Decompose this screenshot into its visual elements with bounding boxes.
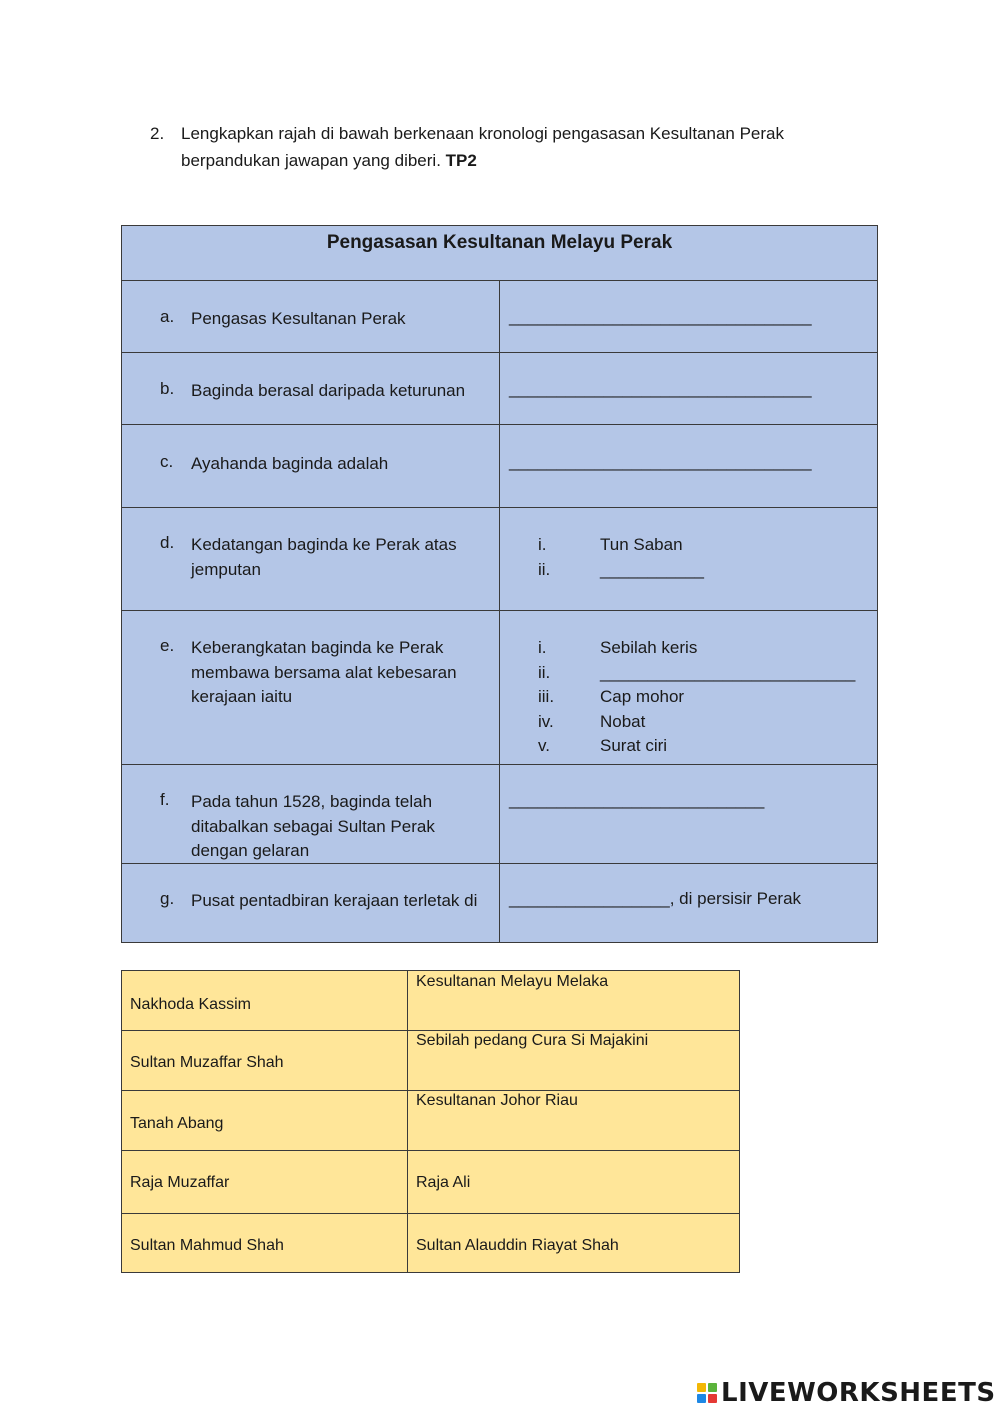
list-item[interactable]: ii. ___________ <box>538 559 705 579</box>
answer-cell[interactable] <box>500 864 878 943</box>
answer-option: Sultan Mahmud Shah <box>130 1237 284 1254</box>
answer-option: Raja Muzaffar <box>130 1174 230 1191</box>
answer-option: Sultan Muzaffar Shah <box>130 1054 284 1071</box>
answer-blank[interactable]: ________________________________ <box>509 452 812 471</box>
answer-option: Nakhoda Kassim <box>130 996 251 1013</box>
logo-mark-icon <box>697 1383 717 1403</box>
list-item: iv. Nobat <box>538 711 646 731</box>
question-number: 2. <box>150 124 165 143</box>
row-question: Keberangkatan baginda ke Perak membawa bersama alat kebesaran kerajaan iaitu <box>191 638 457 706</box>
row-letter: b. <box>160 379 175 398</box>
row-question: Ayahanda baginda adalah <box>191 454 389 473</box>
answer-option: Tanah Abang <box>130 1115 224 1132</box>
answer-option: Kesultanan Melayu Melaka <box>416 973 609 990</box>
answer-cell[interactable] <box>500 425 878 508</box>
answer-option: Sebilah pedang Cura Si Majakini <box>416 1032 649 1049</box>
row-letter: a. <box>160 307 175 326</box>
list-item: i. Tun Saban <box>538 535 683 554</box>
answer-blank[interactable]: ________________________________ <box>509 307 812 326</box>
list-item: iii. Cap mohor <box>538 687 685 706</box>
row-question: Pusat pentadbiran kerajaan terletak di <box>191 891 478 910</box>
answer-blank[interactable]: _________________, di persisir Perak <box>509 889 802 908</box>
list-item: i. Sebilah keris <box>538 638 698 657</box>
answer-option: Sultan Alauddin Riayat Shah <box>416 1237 619 1254</box>
row-letter: d. <box>160 533 175 552</box>
chronology-table <box>121 225 878 943</box>
table-row <box>122 425 878 508</box>
table-row <box>122 864 878 943</box>
row-letter: f. <box>160 790 170 809</box>
row-letter: c. <box>160 452 174 471</box>
answer-blank: ___________________________ <box>600 662 856 682</box>
row-question: Pada tahun 1528, baginda telah ditabalkan sebagai Sultan Perak dengan gelaran <box>191 792 435 860</box>
row-question: Pengasas Kesultanan Perak <box>191 309 406 328</box>
row-letter: g. <box>160 889 175 908</box>
table-row <box>122 1091 740 1151</box>
table-row <box>122 1151 740 1214</box>
question-text <box>181 120 861 174</box>
question-body: Lengkapkan rajah di bawah berkenaan kronologi pengasasan Kesultanan Perak berpandukan jawapan yang diberi. <box>181 124 784 170</box>
sub-list <box>538 636 868 759</box>
table-row <box>122 508 878 611</box>
list-item[interactable]: ii. ___________________________ <box>538 662 856 682</box>
row-question: Baginda berasal daripada keturunan <box>191 381 466 400</box>
answer-option: Kesultanan Johor Riau <box>416 1092 578 1109</box>
row-question: Kedatangan baginda ke Perak atas jemputan <box>191 535 457 579</box>
logo-text: LIVEWORKSHEETS <box>721 1378 996 1408</box>
liveworksheets-logo <box>697 1376 996 1410</box>
list-item: v. Surat ciri <box>538 736 668 755</box>
table-title: Pengasasan Kesultanan Melayu Perak <box>122 226 878 281</box>
answer-cell[interactable] <box>500 353 878 425</box>
answer-bank-table <box>121 970 740 1273</box>
table-row <box>122 611 878 765</box>
table-row <box>122 765 878 864</box>
row-letter: e. <box>160 636 175 655</box>
answer-cell[interactable] <box>500 765 878 864</box>
table-row <box>122 971 740 1031</box>
answer-blank: ___________ <box>600 559 705 579</box>
table-row <box>122 1031 740 1091</box>
answer-blank[interactable]: ________________________________ <box>509 379 812 398</box>
sub-list <box>538 533 868 582</box>
table-row <box>122 353 878 425</box>
answer-option: Raja Ali <box>416 1174 471 1191</box>
question-level: TP2 <box>445 151 477 170</box>
table-row <box>122 1214 740 1273</box>
answer-blank[interactable]: ___________________________ <box>509 790 765 809</box>
answer-cell[interactable] <box>500 281 878 353</box>
table-row <box>122 281 878 353</box>
